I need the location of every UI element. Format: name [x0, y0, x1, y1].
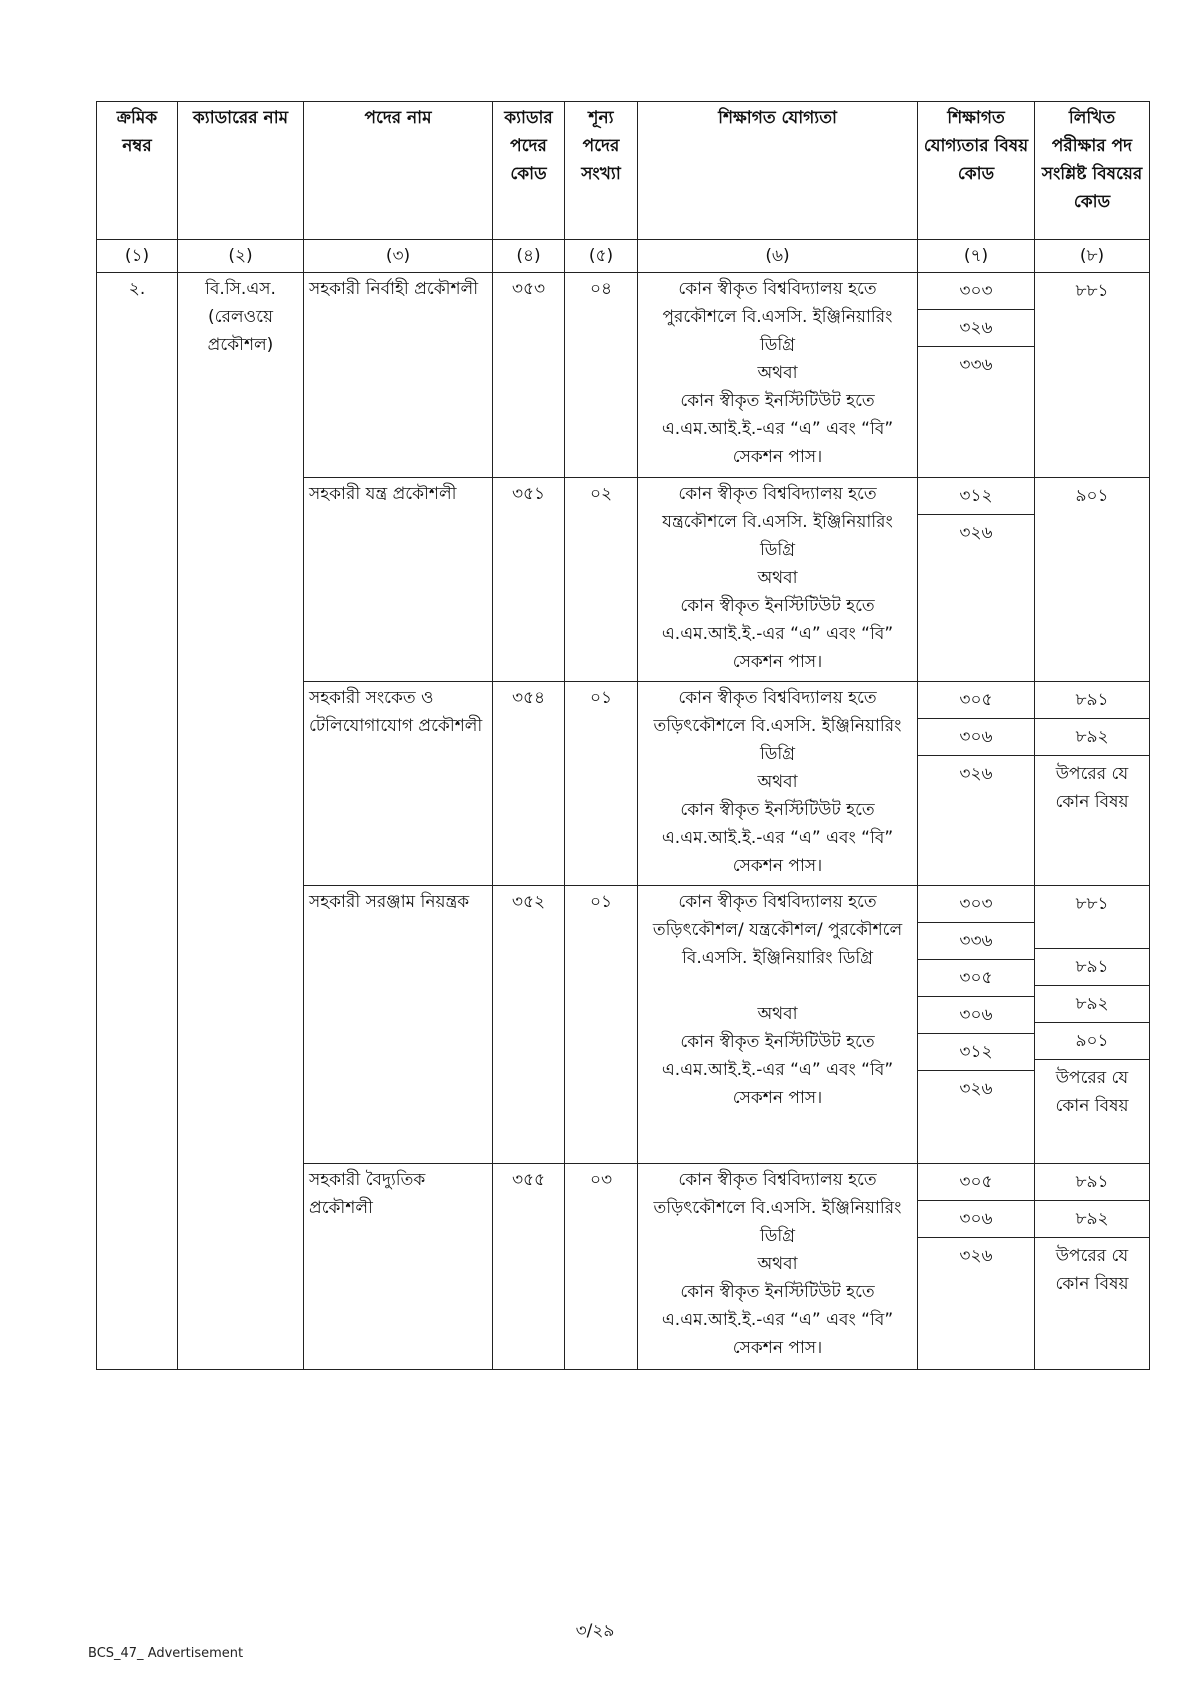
column-number: (৩)	[304, 240, 493, 273]
column-number: (৪)	[493, 240, 565, 273]
education-or: অথবা	[757, 1004, 798, 1024]
exam-code: ৮৯২	[1035, 985, 1149, 1022]
column-number: (৫)	[565, 240, 638, 273]
exam-code: ৮৯১	[1035, 948, 1149, 985]
post-code: ৩৫৩	[493, 273, 565, 478]
post-code: ৩৫৫	[493, 1164, 565, 1370]
column-number: (২)	[178, 240, 304, 273]
header-education: শিক্ষাগত যোগ্যতা	[638, 102, 918, 240]
header-post: পদের নাম	[304, 102, 493, 240]
education-or: অথবা	[757, 1254, 798, 1274]
subject-code: ৩১২	[959, 486, 993, 506]
exam-code: উপরের যে কোন বিষয়	[1035, 755, 1149, 820]
education-requirement	[638, 1164, 918, 1370]
education-requirement	[638, 478, 918, 682]
subject-code: ৩৩৬	[918, 346, 1034, 383]
header-exam-code: লিখিত পরীক্ষার পদ সংশ্লিষ্ট বিষয়ের কোড	[1035, 102, 1150, 240]
education-requirement	[638, 273, 918, 478]
education-amie: কোন স্বীকৃত ইনস্টিটিউট হতে এ.এম.আই.ই.-এর “এ” এবং “বি” সেকশন পাস।	[661, 596, 894, 672]
education-amie: কোন স্বীকৃত ইনস্টিটিউট হতে এ.এম.আই.ই.-এর “এ” এবং “বি” সেকশন পাস।	[661, 391, 894, 467]
exam-codes	[1035, 886, 1150, 1164]
post-code: ৩৫১	[493, 478, 565, 682]
page-number: ৩/২৯	[575, 1621, 615, 1641]
serial-number: ২.	[97, 273, 178, 1370]
column-number: (৮)	[1035, 240, 1150, 273]
exam-codes	[1035, 682, 1150, 886]
exam-code: ৮৯১	[1075, 1172, 1109, 1192]
header-cadre-code: ক্যাডার পদের কোড	[493, 102, 565, 240]
header-subject-code: শিক্ষাগত যোগ্যতার বিষয় কোড	[918, 102, 1035, 240]
column-number: (৬)	[638, 240, 918, 273]
subject-codes	[918, 273, 1035, 478]
header-row	[97, 102, 1150, 240]
header-serial: ক্রমিক নম্বর	[97, 102, 178, 240]
subject-code: ৩০৩	[959, 894, 993, 914]
post-vacancies: ০১	[565, 886, 638, 1164]
exam-code: ৮৮১	[1075, 281, 1109, 301]
education-degree: কোন স্বীকৃত বিশ্ববিদ্যালয় হতে তড়িৎকৌশলে বি.এসসি. ইঞ্জিনিয়ারিং ডিগ্রি	[653, 1170, 902, 1246]
subject-code: ৩২৬	[918, 1237, 1034, 1274]
column-number: (৭)	[918, 240, 1035, 273]
cadre-name: বি.সি.এস. (রেলওয়ে প্রকৌশল)	[178, 273, 304, 1370]
post-code: ৩৫২	[493, 886, 565, 1164]
subject-codes	[918, 886, 1035, 1164]
footer-text: BCS_47_ Advertisement	[88, 1646, 244, 1661]
post-vacancies: ০৪	[565, 273, 638, 478]
exam-code: উপরের যে কোন বিষয়	[1035, 1237, 1149, 1302]
cadre-table	[96, 101, 1150, 1370]
exam-codes	[1035, 1164, 1150, 1370]
subject-code: ৩২৬	[918, 1070, 1034, 1107]
education-requirement	[638, 886, 918, 1164]
exam-code: ৮৮১	[1075, 894, 1109, 914]
subject-code: ৩০৩	[959, 281, 993, 301]
subject-codes	[918, 478, 1035, 682]
subject-code: ৩০৬	[918, 1200, 1034, 1237]
education-degree: কোন স্বীকৃত বিশ্ববিদ্যালয় হতে তড়িৎকৌশল/ যন্ত্রকৌশল/ পুরকৌশলে বি.এসসি. ইঞ্জিনিয়ারিং ডিগ্রি	[652, 892, 903, 968]
education-or: অথবা	[757, 568, 798, 588]
subject-code: ৩৩৬	[918, 922, 1034, 959]
exam-code: ৮৯১	[1075, 690, 1109, 710]
post-name: সহকারী বৈদ্যুতিক প্রকৌশলী	[304, 1164, 493, 1370]
exam-code: ৮৯২	[1035, 718, 1149, 755]
education-or: অথবা	[757, 772, 798, 792]
post-vacancies: ০১	[565, 682, 638, 886]
exam-code: উপরের যে কোন বিষয়	[1035, 1059, 1149, 1124]
subject-codes	[918, 682, 1035, 886]
education-amie: কোন স্বীকৃত ইনস্টিটিউট হতে এ.এম.আই.ই.-এর “এ” এবং “বি” সেকশন পাস।	[661, 1032, 894, 1108]
post-name: সহকারী সংকেত ও টেলিযোগাযোগ প্রকৌশলী	[304, 682, 493, 886]
subject-code: ৩২৬	[918, 309, 1034, 346]
education-amie: কোন স্বীকৃত ইনস্টিটিউট হতে এ.এম.আই.ই.-এর “এ” এবং “বি” সেকশন পাস।	[661, 1282, 894, 1358]
post-vacancies: ০২	[565, 478, 638, 682]
exam-codes	[1035, 478, 1150, 682]
subject-code: ৩০৫	[959, 690, 993, 710]
post-vacancies: ০৩	[565, 1164, 638, 1370]
subject-codes	[918, 1164, 1035, 1370]
post-name: সহকারী নির্বাহী প্রকৌশলী	[304, 273, 493, 478]
subject-code: ৩২৬	[918, 755, 1034, 792]
subject-code: ৩১২	[918, 1033, 1034, 1070]
header-vacancies: শূন্য পদের সংখ্যা	[565, 102, 638, 240]
education-degree: কোন স্বীকৃত বিশ্ববিদ্যালয় হতে তড়িৎকৌশলে বি.এসসি. ইঞ্জিনিয়ারিং ডিগ্রি	[653, 688, 902, 764]
education-or: অথবা	[757, 363, 798, 383]
subject-code: ৩০৬	[918, 996, 1034, 1033]
education-amie: কোন স্বীকৃত ইনস্টিটিউট হতে এ.এম.আই.ই.-এর “এ” এবং “বি” সেকশন পাস।	[661, 800, 894, 876]
subject-code: ৩০৫	[918, 959, 1034, 996]
education-degree: কোন স্বীকৃত বিশ্ববিদ্যালয় হতে পুরকৌশলে বি.এসসি. ইঞ্জিনিয়ারিং ডিগ্রি	[662, 279, 893, 355]
education-degree: কোন স্বীকৃত বিশ্ববিদ্যালয় হতে যন্ত্রকৌশলে বি.এসসি. ইঞ্জিনিয়ারিং ডিগ্রি	[662, 484, 893, 560]
column-number-row	[97, 240, 1150, 273]
exam-code: ৮৯২	[1035, 1200, 1149, 1237]
exam-code: ৯০১	[1075, 486, 1109, 506]
subject-code: ৩০৬	[918, 718, 1034, 755]
column-number: (১)	[97, 240, 178, 273]
post-name: সহকারী সরঞ্জাম নিয়ন্ত্রক	[304, 886, 493, 1164]
education-requirement	[638, 682, 918, 886]
subject-code: ৩২৬	[918, 514, 1034, 551]
subject-code: ৩০৫	[959, 1172, 993, 1192]
header-cadre: ক্যাডারের নাম	[178, 102, 304, 240]
exam-code: ৯০১	[1035, 1022, 1149, 1059]
post-name: সহকারী যন্ত্র প্রকৌশলী	[304, 478, 493, 682]
post-code: ৩৫৪	[493, 682, 565, 886]
table-row	[97, 273, 1150, 478]
exam-codes	[1035, 273, 1150, 478]
